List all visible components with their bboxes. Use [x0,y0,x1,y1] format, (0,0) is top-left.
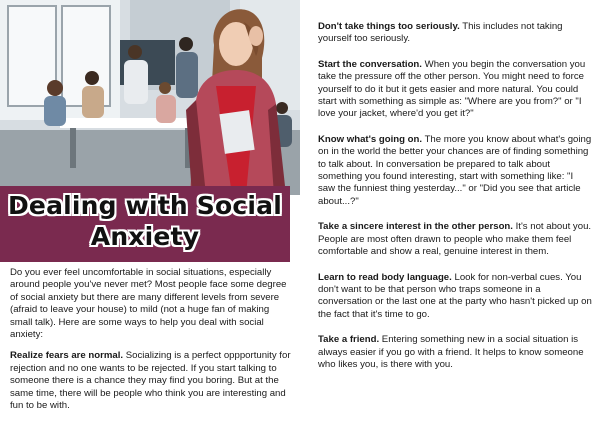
tip-heading: Take a friend. [318,334,380,346]
title-line-1: Dealing with Social [7,191,283,220]
tip-paragraph [318,334,592,371]
tip-body: The more you know about what's going on in the world the better your chances are of finding something to talk about. In conversation be prepared to talk about something you found interesting, start with something like: "I saw the funniest thing yesterday..." or "Did you see that article about...?" [318,133,592,207]
title-line-2: Anxiety [90,222,200,251]
header-photo [0,0,300,195]
tip-heading: Realize fears are normal. [10,350,124,362]
tip-paragraph [318,272,592,322]
right-column [318,21,592,384]
tip-heading: Don't take things too seriously. [318,21,460,32]
tip-body: Socializing is a perfect oppportunity for rejection and no one wants to be rejected. If you start talking to someone there is a chance they may find you boring. But at the same time, there will be people who think you are interesting and fun to be with. [10,350,291,412]
tip-heading: Take a sincere interest in the other person. [318,221,513,233]
left-column [10,267,294,421]
tip-body: This includes not taking yourself too seriously. [318,21,563,45]
tip-body: When you begin the conversation you take the pressure off the other person. You might need to force yourself to do it but it gets easier and more natural. You could start with something as simple as: "Where are you from?" or "I love your jacket, where'd you get it?" [318,58,586,120]
tip-paragraph [318,134,592,208]
tip-paragraph [10,350,294,412]
intro-paragraph: Do you ever feel uncomfortable in social situations, especially around people you've never met? Most people face some degree of social anxiety but there are many different levels from severe (afraid to leave your house) to mild (not a huge fan of making small talk). Here are some ways to help you deal with social anxiety: [10,267,287,341]
tip-paragraph [318,21,592,46]
tip-heading: Start the conversation. [318,58,422,70]
tip-heading: Learn to read body language. [318,271,452,283]
page-title [0,190,290,252]
tip-body: It's not about you. People are most often drawn to people who make them feel comfortable and show a real, genuine interest in them. [318,221,592,258]
office-scene-illustration [0,0,300,195]
tip-heading: Know what's going on. [318,133,423,145]
tip-paragraph [318,59,592,121]
tip-body: Entering something new in a social situation is always easier if you go with a friend. It helps to know someone who likes you, is there with you. [318,334,584,370]
tip-body: Look for non-verbal cues. You don't want to be that person who traps someone in a conversation or the last one at the party who hasn't picked up on the fact that it's time to go. [318,271,592,320]
tip-paragraph [318,221,592,258]
